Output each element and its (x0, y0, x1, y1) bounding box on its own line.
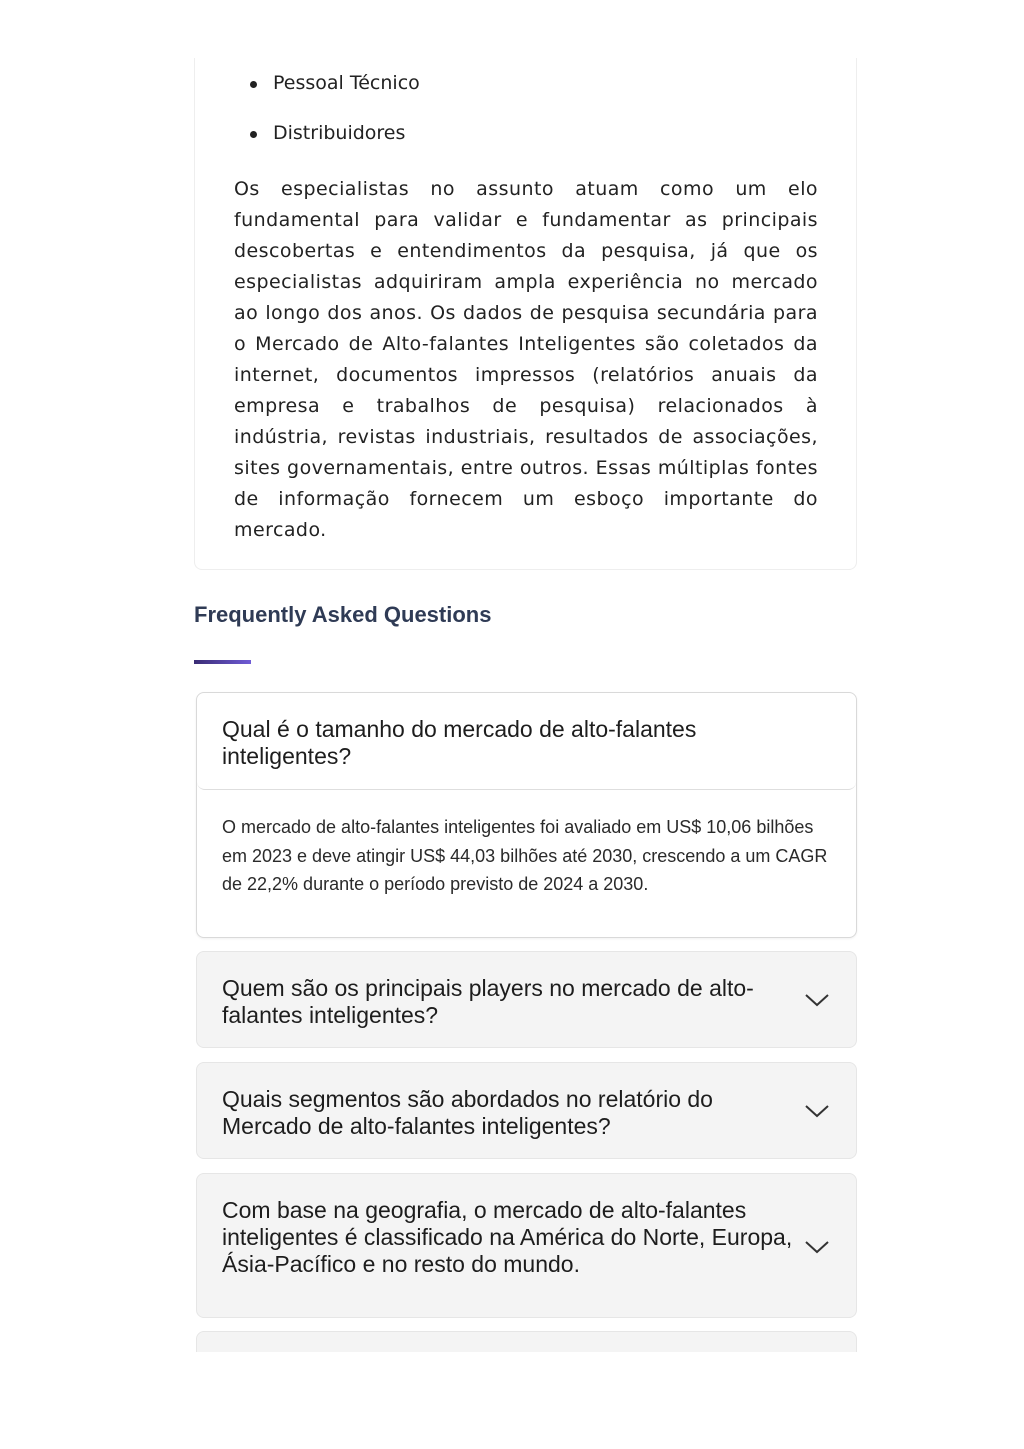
chevron-down-icon[interactable] (804, 992, 830, 1008)
research-paragraph: Os especialistas no assunto atuam como um elo fundamental para validar e fundamentar as principais descobertas e entendimentos da pesquisa, já que os especialistas adquiriram ampla experiência no mercado ao longo dos anos. Os dados de pesquisa secundária para o Mercado de Alto-falantes Inteligentes são coletados da internet, documentos impressos (relatórios anuais da empresa e trabalhos de pesquisa) relacionados à indústria, revistas industriais, resultados de associações, sites governamentais, entre outros. Essas múltiplas fontes de informação fornecem um esboço importante do mercado. (234, 178, 818, 541)
faq-item-geography[interactable] (196, 1173, 857, 1318)
list-item: Pessoal Técnico (235, 72, 420, 122)
faq-answer: O mercado de alto-falantes inteligentes foi avaliado em US$ 10,06 bilhões em 2023 e deve atingir US$ 44,03 bilhões até 2030, crescendo a um CAGR de 22,2% durante o período previsto de 2024 a 2030. (222, 817, 828, 894)
faq-heading: Frequently Asked Questions (194, 602, 492, 627)
research-content-card (194, 58, 857, 570)
page-bottom-whitespace (0, 1352, 1024, 1449)
chevron-down-icon[interactable] (804, 1103, 830, 1119)
faq-item-market-size (196, 692, 857, 938)
stakeholder-list (235, 72, 420, 172)
faq-question: Com base na geografia, o mercado de alto-falantes inteligentes é classificado na América do Norte, Europa, Ásia-Pacífico e no resto do mundo. (222, 1197, 793, 1277)
faq-item-segments[interactable] (196, 1062, 857, 1159)
chevron-down-icon[interactable] (804, 1239, 830, 1255)
faq-question: Quais segmentos são abordados no relatório do Mercado de alto-falantes inteligentes? (222, 1086, 713, 1139)
faq-question: Qual é o tamanho do mercado de alto-falantes inteligentes? (222, 716, 697, 769)
faq-item-key-players[interactable] (196, 951, 857, 1048)
faq-heading-underline (194, 660, 251, 664)
faq-question-header[interactable] (197, 693, 856, 790)
list-item: Distribuidores (235, 122, 420, 172)
faq-question: Quem são os principais players no mercado de alto-falantes inteligentes? (222, 975, 754, 1028)
